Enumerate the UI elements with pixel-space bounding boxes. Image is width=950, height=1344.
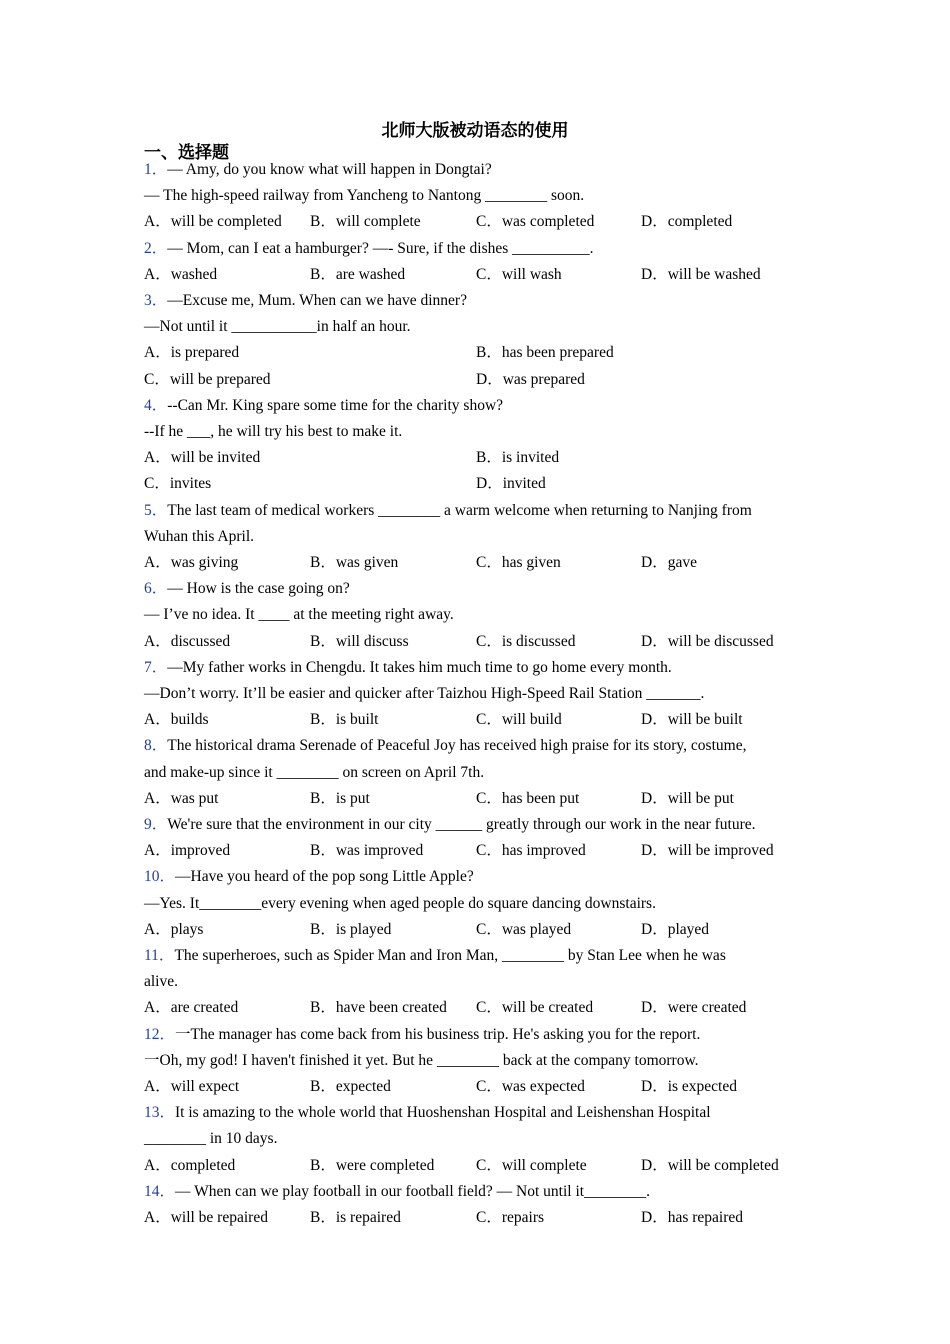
question-text [144, 736, 746, 756]
question-text [144, 763, 484, 783]
answer-option[interactable]: C．will wash [476, 266, 562, 283]
question-line: The historical drama Serenade of Peaceful Joy has received high praise for its story, costume, [167, 737, 747, 754]
question-line: 一The manager has come back from his business trip. He's asking you for the report. [175, 1026, 701, 1043]
answer-option[interactable]: A．will expect [144, 1078, 240, 1095]
question-number: 13． [144, 1104, 176, 1121]
answer-option[interactable]: D．gave [641, 554, 697, 571]
question-number: 7． [144, 659, 168, 676]
answer-option[interactable]: C．was completed [476, 213, 595, 230]
answer-option[interactable]: B．is built [310, 711, 379, 728]
question-number: 9． [144, 816, 168, 833]
question-text [144, 501, 752, 521]
answer-option[interactable]: A．washed [144, 266, 218, 283]
answer-option[interactable]: B．were completed [310, 1157, 435, 1174]
answer-option[interactable]: B．is repaired [310, 1209, 401, 1226]
answer-option[interactable]: B．have been created [310, 999, 447, 1016]
question-text [144, 658, 672, 678]
answer-option[interactable]: B．has been prepared [476, 344, 614, 361]
question-text [144, 160, 492, 180]
answer-option[interactable]: A．was put [144, 790, 219, 807]
question-line: We're sure that the environment in our city ______ greatly through our work in the near future. [167, 816, 756, 833]
answer-option[interactable]: A．plays [144, 921, 204, 938]
answer-option[interactable]: D．will be discussed [641, 633, 774, 650]
question-line: The last team of medical workers ________ a warm welcome when returning to Nanjing from [167, 502, 752, 519]
answer-option[interactable]: B．was given [310, 554, 399, 571]
answer-option[interactable]: C．will complete [476, 1157, 587, 1174]
answer-option[interactable]: D．is expected [641, 1078, 737, 1095]
answer-option[interactable]: D．has repaired [641, 1209, 743, 1226]
question-line: — Amy, do you know what will happen in Dongtai? [167, 161, 492, 178]
question-text [144, 291, 467, 311]
question-text [144, 867, 474, 887]
question-line: —Don’t worry. It’ll be easier and quicker after Taizhou High-Speed Rail Station _______. [144, 685, 705, 702]
question-text [144, 684, 704, 704]
question-line: --If he ___, he will try his best to make it. [144, 423, 403, 440]
question-text [144, 1103, 711, 1123]
question-text [144, 317, 411, 337]
question-number: 3． [144, 292, 168, 309]
answer-option[interactable]: C．will be prepared [144, 371, 271, 388]
answer-option[interactable]: C．will build [476, 711, 562, 728]
question-line: — Mom, can I eat a hamburger? —- Sure, if the dishes __________. [167, 240, 594, 257]
answer-option[interactable]: D．invited [476, 475, 546, 492]
answer-option[interactable]: A．will be invited [144, 449, 261, 466]
answer-option[interactable]: C．has improved [476, 842, 586, 859]
question-number: 1． [144, 161, 168, 178]
question-line: and make-up since it ________ on screen on April 7th. [144, 764, 485, 781]
question-line: It is amazing to the whole world that Huoshenshan Hospital and Leishenshan Hospital [175, 1104, 711, 1121]
answer-option[interactable]: D．will be put [641, 790, 734, 807]
question-text [144, 396, 503, 416]
question-line: — When can we play football in our football field? — Not until it________. [175, 1183, 650, 1200]
question-text [144, 239, 594, 259]
answer-option[interactable]: A．discussed [144, 633, 231, 650]
question-text [144, 894, 656, 914]
question-line: --Can Mr. King spare some time for the charity show? [167, 397, 504, 414]
question-number: 5． [144, 502, 168, 519]
question-text [144, 946, 726, 966]
answer-option[interactable]: B．will discuss [310, 633, 409, 650]
answer-option[interactable]: A．completed [144, 1157, 236, 1174]
answer-option[interactable]: B．is invited [476, 449, 560, 466]
answer-option[interactable]: C．invites [144, 475, 212, 492]
question-line: —My father works in Chengdu. It takes him much time to go home every month. [167, 659, 672, 676]
answer-option[interactable]: C．is discussed [476, 633, 576, 650]
question-text [144, 972, 178, 992]
answer-option[interactable]: B．is put [310, 790, 370, 807]
answer-option[interactable]: C．will be created [476, 999, 594, 1016]
question-line: alive. [144, 973, 178, 990]
answer-option[interactable]: B．expected [310, 1078, 391, 1095]
question-line: —Have you heard of the pop song Little Apple? [175, 868, 474, 885]
answer-option[interactable]: D．was prepared [476, 371, 585, 388]
answer-option[interactable]: D．were created [641, 999, 747, 1016]
question-text [144, 1129, 277, 1149]
question-line: — How is the case going on? [167, 580, 350, 597]
question-line: ________ in 10 days. [144, 1130, 278, 1147]
question-number: 6． [144, 580, 168, 597]
answer-option[interactable]: A．improved [144, 842, 231, 859]
answer-option[interactable]: B．was improved [310, 842, 424, 859]
question-line: The superheroes, such as Spider Man and Iron Man, ________ by Stan Lee when he was [174, 947, 726, 964]
answer-option[interactable]: A．builds [144, 711, 209, 728]
answer-option[interactable]: C．was played [476, 921, 572, 938]
question-text [144, 815, 756, 835]
answer-option[interactable]: A．will be repaired [144, 1209, 268, 1226]
answer-option[interactable]: C．was expected [476, 1078, 585, 1095]
question-line: —Excuse me, Mum. When can we have dinner? [167, 292, 467, 309]
answer-option[interactable]: D．will be completed [641, 1157, 779, 1174]
answer-option[interactable]: A．will be completed [144, 213, 282, 230]
question-text [144, 1051, 699, 1071]
answer-option[interactable]: D．completed [641, 213, 733, 230]
question-line: —Not until it ___________in half an hour. [144, 318, 411, 335]
answer-option[interactable]: D．played [641, 921, 710, 938]
question-number: 11． [144, 947, 175, 964]
answer-option[interactable]: A．are created [144, 999, 239, 1016]
question-line: —Yes. It________every evening when aged people do square dancing downstairs. [144, 895, 656, 912]
question-text [144, 579, 350, 599]
answer-option[interactable]: D．will be built [641, 711, 743, 728]
question-text [144, 1182, 650, 1202]
question-number: 12． [144, 1026, 176, 1043]
answer-option[interactable]: A．is prepared [144, 344, 240, 361]
question-line: 一Oh, my god! I haven't finished it yet. But he ________ back at the company tomorrow. [144, 1052, 699, 1069]
answer-option[interactable]: D．will be washed [641, 266, 761, 283]
question-line: — The high-speed railway from Yancheng to Nantong ________ soon. [144, 187, 585, 204]
question-number: 2． [144, 240, 168, 257]
answer-option[interactable]: B．will complete [310, 213, 421, 230]
section-heading: 一、选择题 [144, 143, 229, 163]
question-number: 14． [144, 1183, 176, 1200]
question-number: 10． [144, 868, 176, 885]
question-text [144, 186, 584, 206]
question-number: 4． [144, 397, 168, 414]
answer-option[interactable]: C．repairs [476, 1209, 545, 1226]
question-line: — I’ve no idea. It ____ at the meeting right away. [144, 606, 454, 623]
page-title: 北师大版被动语态的使用 [381, 121, 569, 141]
question-text [144, 605, 454, 625]
question-text [144, 527, 254, 547]
question-text [144, 422, 402, 442]
question-number: 8． [144, 737, 168, 754]
question-text [144, 1025, 700, 1045]
answer-option[interactable]: C．has given [476, 554, 561, 571]
answer-option[interactable]: B．is played [310, 921, 392, 938]
answer-option[interactable]: B．are washed [310, 266, 406, 283]
answer-option[interactable]: D．will be improved [641, 842, 774, 859]
answer-option[interactable]: C．has been put [476, 790, 580, 807]
answer-option[interactable]: A．was giving [144, 554, 239, 571]
question-line: Wuhan this April. [144, 528, 255, 545]
